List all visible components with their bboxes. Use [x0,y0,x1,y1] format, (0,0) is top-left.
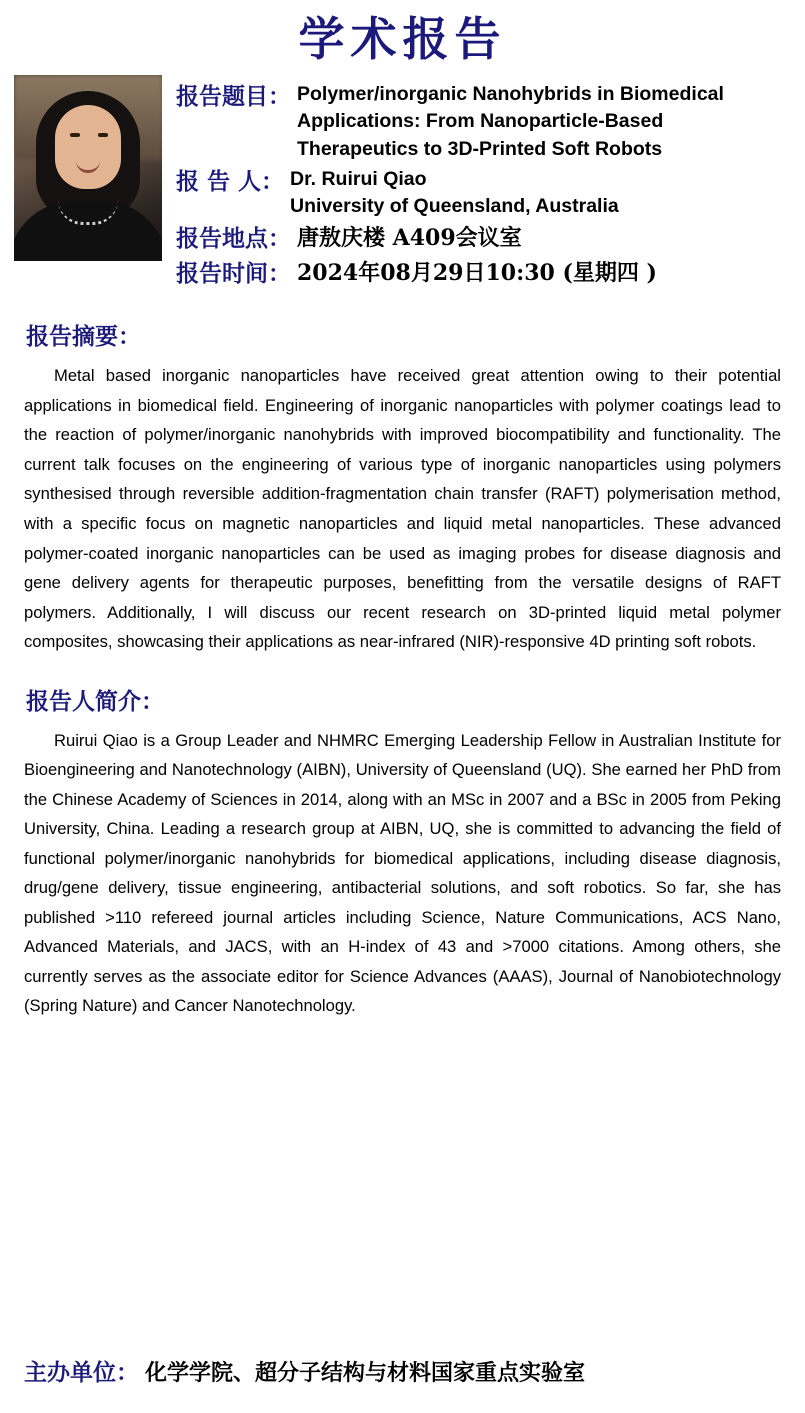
field-label-talk-title: 报告题目： [176,82,291,110]
field-venue [176,223,795,256]
field-datetime [176,258,795,291]
talk-title-line-1: Polymer/inorganic Nanohybrids in Biomedical [297,82,724,105]
field-label-venue: 报告地点： [176,225,291,253]
biography-text: Ruirui Qiao is a Group Leader and NHMRC Emerging Leadership Fellow in Australian Institute for Bioengineering and Nanotechnology (AIBN), University of Queensland (UQ). She earned her PhD from the Chinese Academy of Sciences in 2014, along with an MSc in 2007 and a BSc in 2005 from Peking University, China. Leading a research group at AIBN, UQ, she is committed to advancing the field of functional polymer/inorganic nanohybrids for biomedical applications, including disease diagnosis, drug/gene delivery, tissue engineering, antibacterial solutions, and soft robotics. So far, she has published >110 refereed journal articles including Science, Nature Communications, ACS Nano, Advanced Materials, and JACS, with an H-index of 43 and >7000 citations. Among others, she currently serves as the associate editor for Science Advances (AAAS), Journal of Nanobiotechnology (Spring Nature) and Cancer Nanotechnology. [24,730,781,1016]
field-label-speaker: 报 告 人： [176,167,285,195]
seminar-poster [0,14,805,1413]
page-title: 学术报告 [298,12,507,66]
field-speaker [176,166,795,221]
field-talk-title [176,81,795,164]
speaker-portrait-photo [14,75,162,261]
field-value-datetime [291,258,657,289]
footer-value: 化学学院、超分子结构与材料国家重点实验室 [145,1360,586,1386]
field-value-speaker [284,166,619,221]
field-label-datetime: 报告时间： [176,259,291,287]
venue-text: 唐敖庆楼 A409会议室 [297,225,522,252]
datetime-text: 2024年08月29日10:30 (星期四 ) [297,259,657,286]
field-value-venue [291,223,522,254]
footer-organizer [24,1354,585,1387]
talk-title-line-3: Therapeutics to 3D-Printed Soft Robots [297,137,663,160]
biography-paragraph [24,726,781,1021]
footer-label: 主办单位： [24,1359,139,1386]
portrait-eye-right [98,133,108,137]
header-fields [176,75,795,293]
header-block [10,75,795,293]
talk-title-line-2: Applications: From Nanoparticle-Based [297,110,664,133]
speaker-affiliation: University of Queensland, Australia [290,195,619,218]
abstract-heading: 报告摘要： [26,323,141,351]
speaker-name: Dr. Ruirui Qiao [290,167,427,190]
portrait-eye-left [70,133,80,137]
portrait-face [55,105,121,189]
abstract-paragraph [24,361,781,656]
biography-heading: 报告人简介： [26,687,164,715]
field-value-talk-title [291,81,724,164]
abstract-text: Metal based inorganic nanoparticles have received great attention owing to their potential applications in biomedical field. Engineering of inorganic nanoparticles with polymer coatings lead to the reaction of polymer/inorganic nanohybrids with improved biocompatibility and functionality. The current talk focuses on the engineering of various type of inorganic nanoparticles using polymers synthesised through reversible addition-fragmentation chain transfer (RAFT) polymerisation method, with a specific focus on magnetic nanoparticles and liquid metal nanoparticles. These advanced polymer-coated inorganic nanoparticles can be used as imaging probes for disease diagnosis and gene delivery agents for therapeutic purposes, benefitting from the versatile designs of RAFT polymers. Additionally, I will discuss our recent research on 3D-printed liquid metal polymer composites, showcasing their applications as near-infrared (NIR)-responsive 4D printing soft robots. [24,366,781,652]
